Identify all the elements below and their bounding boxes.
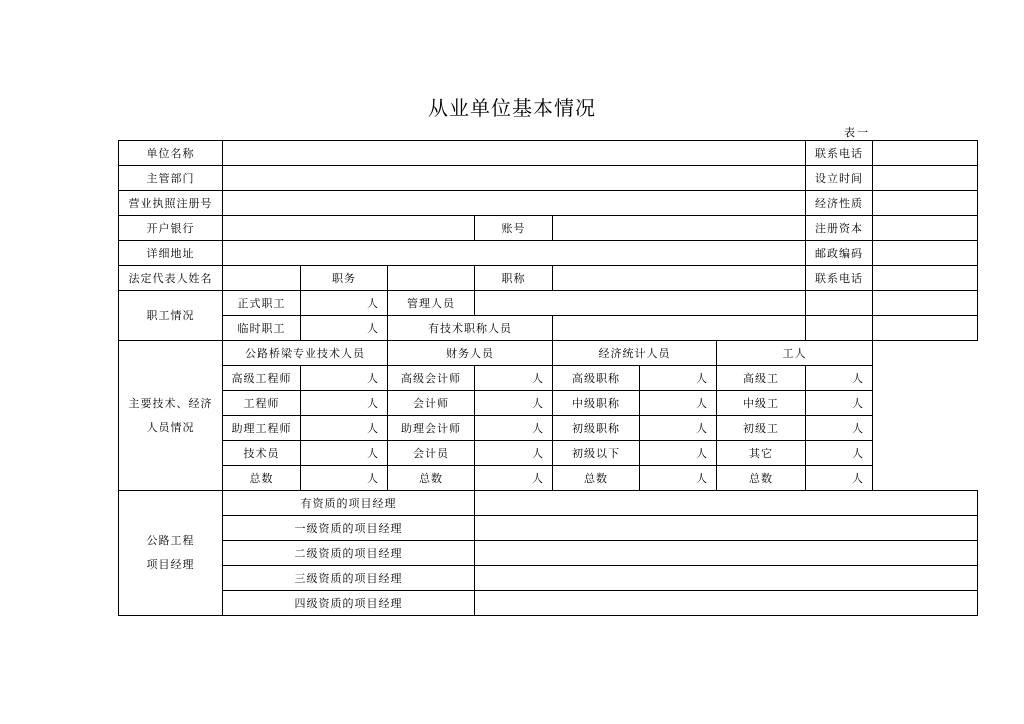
tech-label: 高级职称 <box>553 366 640 391</box>
tech-label: 其它 <box>717 441 806 466</box>
table-number: 表一 <box>844 126 870 139</box>
staff-blank-4[interactable] <box>873 316 978 341</box>
label-regular-staff: 正式职工 <box>223 291 301 316</box>
row-address <box>119 241 978 266</box>
postal-code-field[interactable] <box>873 241 978 266</box>
staff-blank-3[interactable] <box>806 316 873 341</box>
label-contact-phone: 联系电话 <box>806 141 873 166</box>
position-field[interactable] <box>388 266 475 291</box>
tech-label: 助理会计师 <box>388 416 475 441</box>
tech-count[interactable]: 人 <box>640 466 717 491</box>
tech-count[interactable]: 人 <box>301 441 388 466</box>
page-title: 从业单位基本情况 <box>428 96 596 120</box>
table-row <box>119 391 978 416</box>
tech-label: 初级以下 <box>553 441 640 466</box>
regular-staff-count[interactable]: 人 <box>301 291 388 316</box>
title-rank-field[interactable] <box>553 266 806 291</box>
header-workers: 工人 <box>717 341 873 366</box>
header-econ-stats: 经济统计人员 <box>553 341 717 366</box>
label-pm-group-line1: 公路工程 <box>146 534 195 547</box>
tech-label: 中级工 <box>717 391 806 416</box>
temporary-staff-count[interactable]: 人 <box>301 316 388 341</box>
tech-titled-field[interactable] <box>553 316 806 341</box>
pm-label: 三级资质的项目经理 <box>223 566 475 591</box>
label-position: 职务 <box>301 266 388 291</box>
tech-count[interactable]: 人 <box>806 466 873 491</box>
label-title-rank: 职称 <box>475 266 553 291</box>
header-bridge-tech: 公路桥梁专业技术人员 <box>223 341 388 366</box>
contact-phone-2-field[interactable] <box>873 266 978 291</box>
table-row <box>119 491 978 516</box>
table-row <box>119 566 978 591</box>
tech-count[interactable]: 人 <box>475 441 553 466</box>
label-tech-group-line2: 人员情况 <box>146 420 195 434</box>
pm-label: 四级资质的项目经理 <box>223 591 475 616</box>
economic-nature-field[interactable] <box>873 191 978 216</box>
label-tech-group <box>119 341 223 491</box>
pm-label: 有资质的项目经理 <box>223 491 475 516</box>
label-unit-name: 单位名称 <box>119 141 223 166</box>
label-address: 详细地址 <box>119 241 223 266</box>
account-no-field[interactable] <box>553 216 806 241</box>
table-row <box>119 466 978 491</box>
label-managers: 管理人员 <box>388 291 475 316</box>
address-field[interactable] <box>223 241 806 266</box>
row-authority-dept <box>119 166 978 191</box>
table-row <box>119 441 978 466</box>
label-authority-dept: 主管部门 <box>119 166 223 191</box>
label-economic-nature: 经济性质 <box>806 191 873 216</box>
table-row <box>119 516 978 541</box>
contact-phone-field[interactable] <box>873 141 978 166</box>
label-legal-rep: 法定代表人姓名 <box>119 266 223 291</box>
tech-count[interactable]: 人 <box>806 366 873 391</box>
tech-label: 总数 <box>223 466 301 491</box>
label-tech-group-line1: 主要技术、经济 <box>128 396 213 410</box>
unit-name-field[interactable] <box>223 141 806 166</box>
bank-field[interactable] <box>223 216 475 241</box>
tech-label: 助理工程师 <box>223 416 301 441</box>
table-row <box>119 591 978 616</box>
label-pm-group <box>119 491 223 616</box>
tech-label: 初级工 <box>717 416 806 441</box>
staff-blank-1[interactable] <box>806 291 873 316</box>
label-temporary-staff: 临时职工 <box>223 316 301 341</box>
tech-count[interactable]: 人 <box>301 466 388 491</box>
label-tech-titled: 有技术职称人员 <box>388 316 553 341</box>
pm-label: 一级资质的项目经理 <box>223 516 475 541</box>
business-license-field[interactable] <box>223 191 806 216</box>
tech-label: 中级职称 <box>553 391 640 416</box>
staff-blank-2[interactable] <box>873 291 978 316</box>
pm-field[interactable] <box>475 491 978 516</box>
tech-count[interactable]: 人 <box>640 441 717 466</box>
pm-label: 二级资质的项目经理 <box>223 541 475 566</box>
tech-count[interactable]: 人 <box>301 391 388 416</box>
tech-count[interactable]: 人 <box>640 391 717 416</box>
label-pm-group-line2: 项目经理 <box>146 558 195 571</box>
established-date-field[interactable] <box>873 166 978 191</box>
tech-count[interactable]: 人 <box>806 416 873 441</box>
tech-label: 总数 <box>717 466 806 491</box>
tech-count[interactable]: 人 <box>475 391 553 416</box>
authority-dept-field[interactable] <box>223 166 806 191</box>
tech-count[interactable]: 人 <box>806 441 873 466</box>
tech-count[interactable]: 人 <box>301 416 388 441</box>
label-business-license: 营业执照注册号 <box>119 191 223 216</box>
registered-capital-field[interactable] <box>873 216 978 241</box>
tech-label: 总数 <box>553 466 640 491</box>
unit-info-table <box>118 140 978 616</box>
table-row <box>119 416 978 441</box>
tech-count[interactable]: 人 <box>475 366 553 391</box>
tech-label: 会计员 <box>388 441 475 466</box>
row-staff-regular <box>119 291 978 316</box>
tech-label: 总数 <box>388 466 475 491</box>
header-finance: 财务人员 <box>388 341 553 366</box>
legal-rep-name-field[interactable] <box>223 266 301 291</box>
table-row <box>119 541 978 566</box>
label-postal-code: 邮政编码 <box>806 241 873 266</box>
label-registered-capital: 注册资本 <box>806 216 873 241</box>
tech-label: 会计师 <box>388 391 475 416</box>
tech-count[interactable]: 人 <box>640 416 717 441</box>
label-staff-group: 职工情况 <box>119 291 223 341</box>
row-unit-name <box>119 141 978 166</box>
row-bank <box>119 216 978 241</box>
tech-count[interactable]: 人 <box>475 416 553 441</box>
tech-label: 高级工 <box>717 366 806 391</box>
tech-count[interactable]: 人 <box>475 466 553 491</box>
tech-count[interactable]: 人 <box>640 366 717 391</box>
table-row <box>119 366 978 391</box>
row-tech-headers <box>119 341 978 366</box>
pm-field[interactable] <box>475 591 978 616</box>
tech-label: 高级工程师 <box>223 366 301 391</box>
tech-label: 高级会计师 <box>388 366 475 391</box>
row-staff-temporary <box>119 316 978 341</box>
tech-count[interactable]: 人 <box>806 391 873 416</box>
row-business-license <box>119 191 978 216</box>
pm-field[interactable] <box>475 516 978 541</box>
managers-field[interactable] <box>475 291 806 316</box>
pm-field[interactable] <box>475 541 978 566</box>
label-bank: 开户银行 <box>119 216 223 241</box>
tech-label: 初级职称 <box>553 416 640 441</box>
pm-field[interactable] <box>475 566 978 591</box>
label-established-date: 设立时间 <box>806 166 873 191</box>
label-contact-phone-2: 联系电话 <box>806 266 873 291</box>
tech-label: 工程师 <box>223 391 301 416</box>
label-account-no: 账号 <box>475 216 553 241</box>
row-legal-rep <box>119 266 978 291</box>
tech-count[interactable]: 人 <box>301 366 388 391</box>
tech-label: 技术员 <box>223 441 301 466</box>
